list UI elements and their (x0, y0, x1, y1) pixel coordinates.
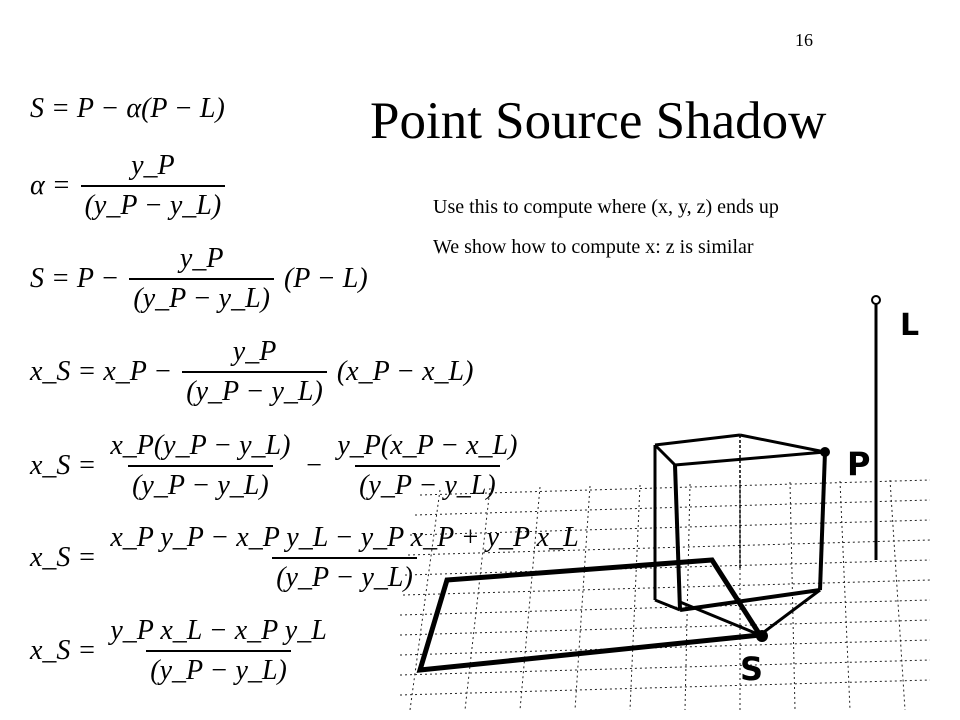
fraction-1 (106, 430, 294, 502)
fraction-numerator: y_P(x_P − x_L) (337, 430, 518, 461)
page-title: Point Source Shadow (370, 92, 827, 150)
equation-text: S = P − α(P − L) (30, 93, 225, 124)
page-number: 16 (795, 30, 813, 50)
equation-rhs: (x_P − x_L) (336, 356, 474, 387)
shadow-diagram (400, 290, 940, 710)
fraction (106, 615, 330, 687)
point-P (820, 447, 830, 457)
fraction-denominator: (y_P − y_L) (81, 185, 226, 222)
fraction-denominator: (y_P − y_L) (146, 650, 291, 687)
fraction-denominator: (y_P − y_L) (272, 557, 417, 594)
equation-rhs: (P − L) (283, 263, 368, 294)
fraction (129, 243, 274, 315)
equation-lhs: x_S = (30, 635, 97, 666)
equation-alpha (30, 150, 227, 222)
equation-lhs: x_S = x_P − (30, 356, 173, 387)
fraction (81, 150, 226, 222)
bullet-text-1: Use this to compute where (x, y, z) ends up (433, 196, 779, 218)
equation-shadow-point (30, 93, 225, 125)
fraction-denominator: (y_P − y_L) (128, 465, 273, 502)
fraction-numerator: y_P (131, 150, 175, 181)
fraction-denominator: (y_P − y_L) (129, 278, 274, 315)
equation-lhs: x_S = (30, 450, 97, 481)
equation-lhs: x_S = (30, 542, 97, 573)
label-P: P (847, 445, 871, 483)
fraction-numerator: x_P(y_P − y_L) (110, 430, 291, 461)
label-S: S (740, 650, 764, 688)
label-L: L (900, 308, 920, 343)
equation-lhs: S = P − (30, 263, 120, 294)
fraction-numerator: x_P y_P − x_P y_L − y_P x_P + y_P x_L (110, 522, 579, 553)
equation-lhs: α = (30, 170, 71, 201)
equation-shadow-substituted (30, 243, 368, 315)
equation-xs-final (30, 615, 333, 687)
fraction-numerator: y_P (232, 336, 277, 367)
fraction-numerator: y_P (179, 243, 224, 274)
minus-operator: − (304, 450, 324, 481)
point-S (756, 630, 768, 642)
fraction (182, 336, 327, 408)
bullet-text-2: We show how to compute x: z is similar (433, 236, 754, 258)
light-point-L (872, 296, 880, 304)
fraction-denominator: (y_P − y_L) (182, 371, 327, 408)
ground-grid (400, 480, 930, 710)
fraction-denominator: (y_P − y_L) (355, 465, 500, 502)
fraction-numerator: y_P x_L − x_P y_L (110, 615, 327, 646)
